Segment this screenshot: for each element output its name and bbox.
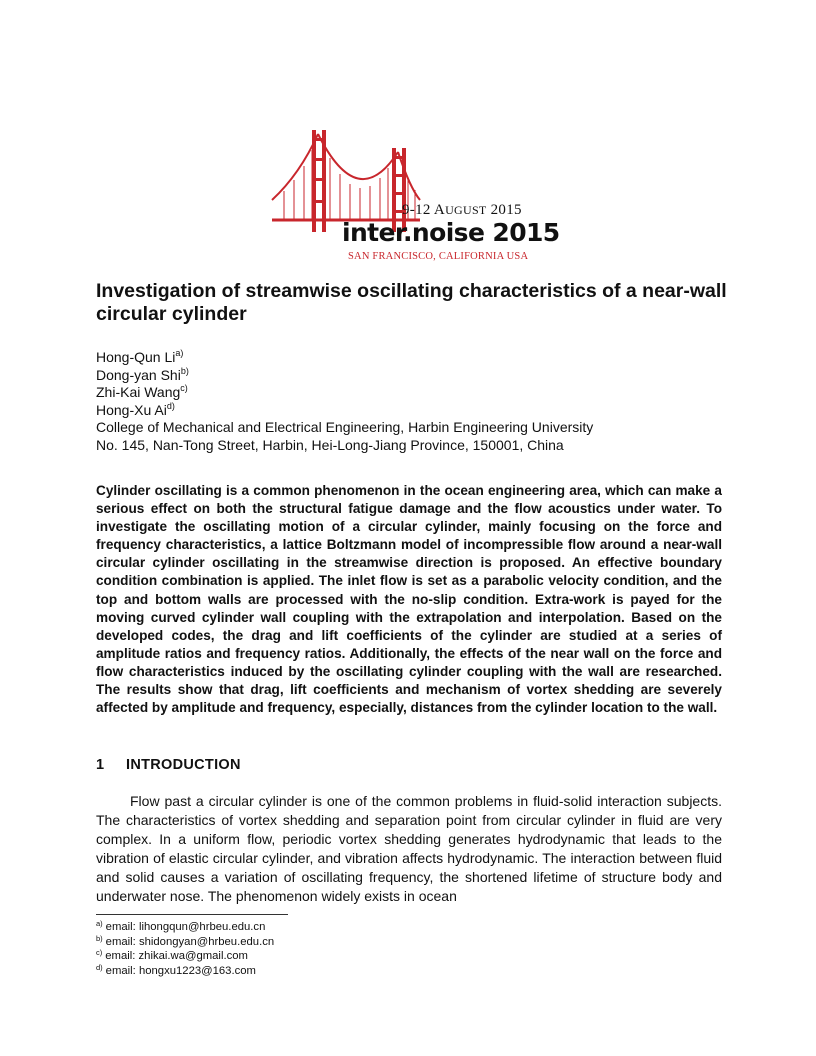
conference-logo (270, 122, 560, 267)
footnote: $^{d)}$ email: hongxu1223@163.com (96, 962, 256, 977)
abstract: Cylinder oscillating is a common phenomenon in the ocean engineering area, which can make a serious effect on both the structural fatigue damage and the flow acoustics under water. To investigate the oscillating motion of a circular cylinder, mainly focusing on the force and frequency characteristics, a lattice Boltzmann model of incompressible flow around a near-wall circular cylinder oscillating in the streamwise direction is proposed. An effective boundary condition combination is applied. The inlet flow is set as a parabolic velocity condition, and the top and bottom walls are processed with the no-slip condition. Extra-work is payed for the moving curved cylinder wall coupling with the extrapolation and interpolation. Based on the developed codes, the drag and lift coefficients of the cylinder are studied at a series of amplitude ratios and frequency ratios. Additionally, the effects of the near wall on the force and flow characteristics induced by the oscillating cylinder coupling with the wall are researched. The results show that drag, lift coefficients and mechanism of vortex shedding are severely affected by amplitude and frequency, especially, distances from the cylinder location to the wall. (96, 483, 722, 716)
author-line: Dong-yan Shi$^{b)}$ (96, 365, 189, 383)
section-number: 1 (96, 757, 105, 773)
intro-paragraph: Flow past a circular cylinder is one of the common problems in fluid-solid interaction subjects. The characteristics of vortex shedding and separation point from circular cylinder in fluid are very complex. In a uniform flow, periodic vortex shedding generates hydrodynamic that leads to the vibration of elastic circular cylinder, and vibration affects hydrodynamic. The interaction between fluid and solid causes a variation of oscillating frequency, the shortened lifetime of structure body and underwater nose. The phenomenon widely exists in ocean (96, 793, 722, 904)
footnote: $^{a)}$ email: lihongqun@hrbeu.edu.cn (96, 919, 266, 933)
section-title: INTRODUCTION (126, 757, 241, 773)
logo-place: SAN FRANCISCO, CALIFORNIA USA (348, 251, 529, 262)
author-block (96, 349, 736, 454)
author-line: Hong-Qun Li$^{a)}$ (96, 348, 184, 365)
footnote: $^{b)}$ email: shidongyan@hrbeu.edu.cn (96, 933, 275, 948)
footnote-rule (96, 914, 288, 915)
affiliation: College of Mechanical and Electrical Engineering, Harbin Engineering University (96, 419, 594, 435)
address: No. 145, Nan-Tong Street, Harbin, Hei-Long-Jiang Province, 150001, China (96, 436, 564, 453)
footnotes (96, 920, 274, 978)
logo-name: inter.noise 2015 (342, 218, 560, 247)
author-line: Zhi-Kai Wang$^{c)}$ (96, 383, 188, 400)
footnote: $^{c)}$ email: zhikai.wa@gmail.com (96, 948, 248, 963)
logo-date: 9-12 AUGUST 2015 (402, 202, 522, 218)
paper-title: Investigation of streamwise oscillating characteristics of a near-wall circular cylinder (96, 280, 727, 325)
author-line: Hong-Xu Ai$^{d)}$ (96, 400, 175, 418)
